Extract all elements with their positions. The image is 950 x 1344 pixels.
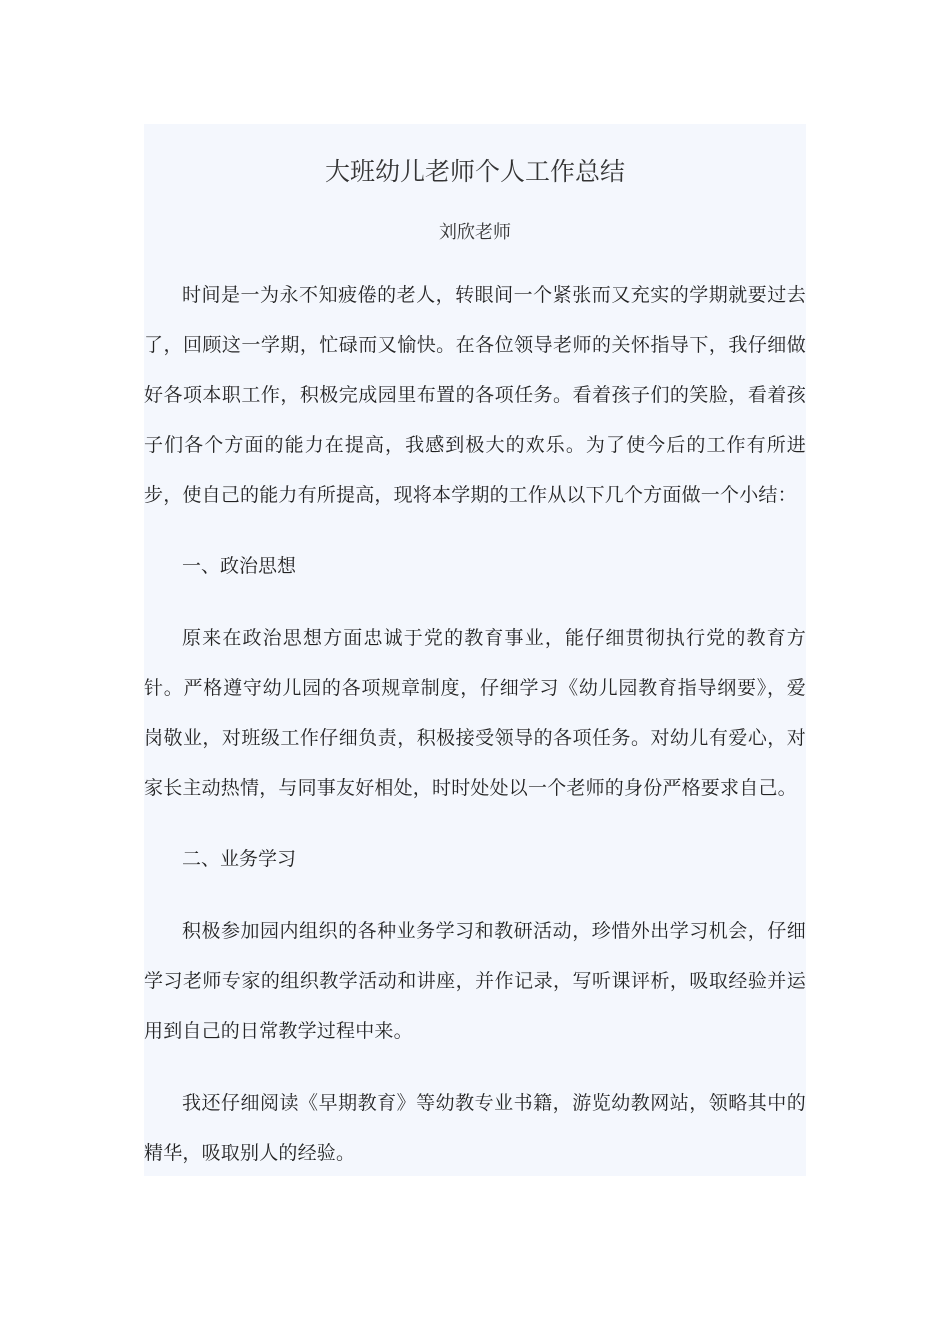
section-heading-study: 二、业务学习 [182, 848, 297, 870]
document-author: 刘欣老师 [439, 222, 511, 243]
document-title: 大班幼儿老师个人工作总结 [324, 157, 625, 186]
study-paragraph-1: 积极参加园内组织的各种业务学习和教研活动，珍惜外出学习机会，仔细学习老师专家的组织教学活动和讲座，并作记录，写听课评析，吸取经验并运用到自己的日常教学过程中来。 [144, 920, 806, 1042]
section-heading-politics: 一、政治思想 [182, 555, 297, 577]
politics-paragraph: 原来在政治思想方面忠诚于党的教育事业，能仔细贯彻执行党的教育方针。严格遵守幼儿园的各项规章制度，仔细学习《幼儿园教育指导纲要》，爱岗敬业，对班级工作仔细负责，积极接受领导的各项任务。对幼儿有爱心，对家长主动热情，与同事友好相处，时时处处以一个老师的身份严格要求自己。 [144, 627, 806, 799]
intro-paragraph: 时间是一为永不知疲倦的老人，转眼间一个紧张而又充实的学期就要过去了，回顾这一学期，忙碌而又愉快。在各位领导老师的关怀指导下，我仔细做好各项本职工作，积极完成园里布置的各项任务。看着孩子们的笑脸，看着孩子们各个方面的能力在提高，我感到极大的欢乐。为了使今后的工作有所进步，使自己的能力有所提高，现将本学期的工作从以下几个方面做一个小结： [144, 284, 806, 506]
study-paragraph-2: 我还仔细阅读《早期教育》等幼教专业书籍，游览幼教网站，领略其中的精华，吸取别人的经验。 [144, 1092, 806, 1164]
